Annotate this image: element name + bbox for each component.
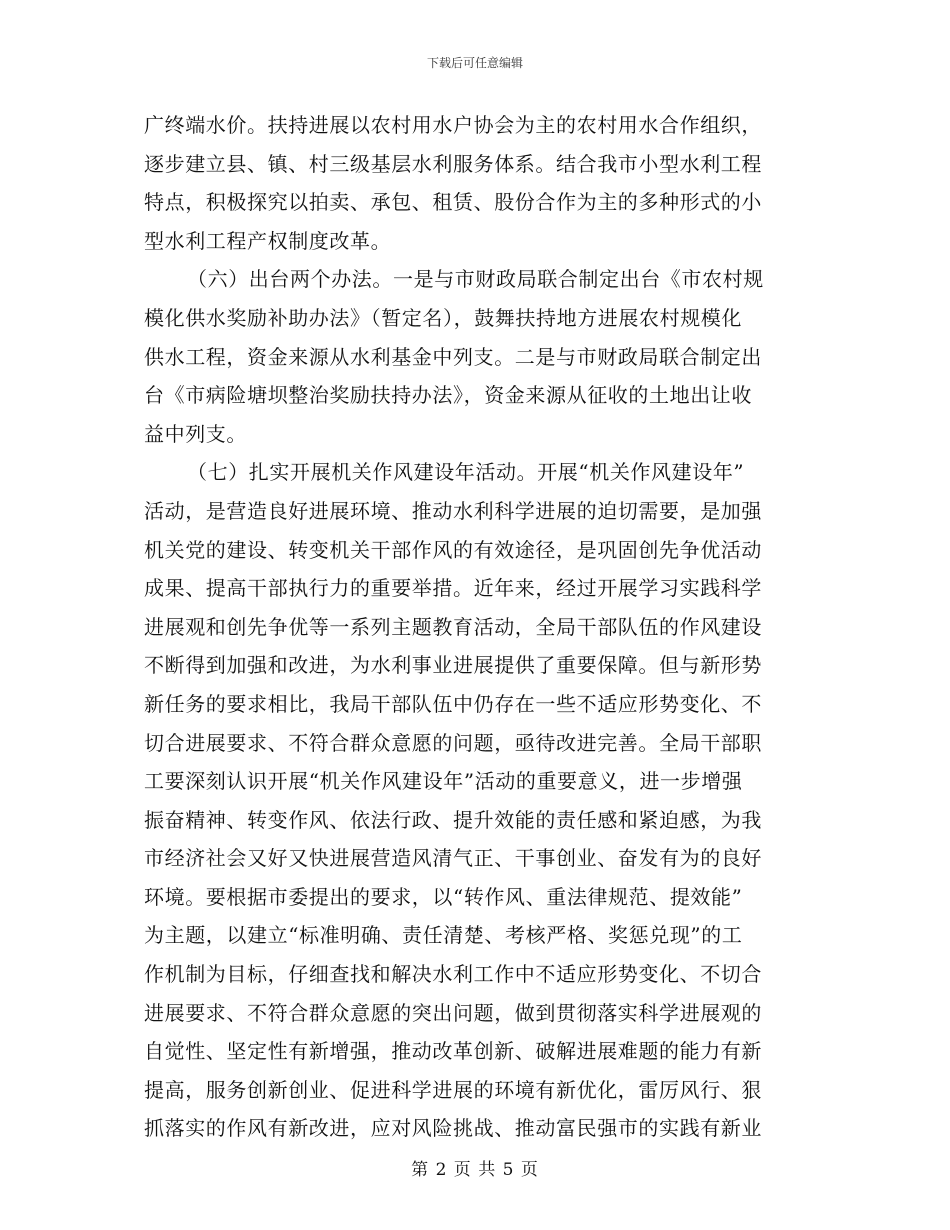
body-line: 特点，积极探究以拍卖、承包、租赁、股份合作为主的多种形式的小 bbox=[144, 190, 762, 215]
body-line: 模化供水奖励补助办法》（暂定名），鼓舞扶持地方进展农村规模化 bbox=[144, 305, 742, 330]
body-line: 进展观和创先争优等一系列主题教育活动，全局干部队伍的作风建设 bbox=[144, 614, 762, 639]
section-heading-line: （六）出台两个办法。一是与市财政局联合制定出台《市农村规 bbox=[187, 267, 764, 292]
section-heading-line: （七）扎实开展机关作风建设年活动。开展“机关作风建设年” bbox=[187, 460, 745, 485]
body-line: 作机制为目标，仔细查找和解决水利工作中不适应形势变化、不切合 bbox=[144, 962, 762, 987]
body-line: 抓落实的作风有新改进，应对风险挑战、推动富民强市的实践有新业 bbox=[144, 1116, 762, 1141]
body-line: 成果、提高干部执行力的重要举措。近年来，经过开展学习实践科学 bbox=[144, 576, 762, 601]
body-line: 切合进展要求、不符合群众意愿的问题，亟待改进完善。全局干部职 bbox=[144, 730, 762, 755]
page-header: 下载后可任意编辑 bbox=[426, 56, 523, 70]
body-line: 新任务的要求相比，我局干部队伍中仍存在一些不适应形势变化、不 bbox=[144, 691, 762, 716]
body-line: 广终端水价。扶持进展以农村用水户协会为主的农村用水合作组织， bbox=[144, 113, 762, 137]
body-line: 逐步建立县、镇、村三级基层水利服务体系。结合我市小型水利工程 bbox=[144, 151, 762, 176]
body-line: 为主题，以建立“标准明确、责任清楚、考核严格、奖惩兑现”的工 bbox=[144, 923, 743, 948]
body-line: 工要深刻认识开展“机关作风建设年”活动的重要意义，进一步增强 bbox=[144, 769, 743, 794]
body-line: 活动，是营造良好进展环境、推动水利科学进展的迫切需要，是加强 bbox=[144, 498, 762, 523]
body-line: 机关党的建设、转变机关干部作风的有效途径，是巩固创先争优活动 bbox=[144, 537, 762, 562]
body-line: 市经济社会又好又快进展营造风清气正、干事创业、奋发有为的良好 bbox=[144, 846, 762, 871]
body-line: 型水利工程产权制度改革。 bbox=[144, 228, 392, 253]
page-number: 第 2 页 共 5 页 bbox=[411, 1160, 539, 1180]
body-line: 益中列支。 bbox=[144, 421, 247, 446]
body-line: 环境。要根据市委提出的要求，以“转作风、重法律规范、提效能” bbox=[144, 884, 743, 909]
body-line: 提高，服务创新创业、促进科学进展的环境有新优化，雷厉风行、狠 bbox=[144, 1077, 762, 1102]
body-line: 供水工程，资金来源从水利基金中列支。二是与市财政局联合制定出 bbox=[144, 344, 762, 369]
body-line: 振奋精神、转变作风、依法行政、提升效能的责任感和紧迫感，为我 bbox=[144, 807, 762, 832]
body-line: 自觉性、坚定性有新增强，推动改革创新、破解进展难题的能力有新 bbox=[144, 1039, 762, 1064]
body-line: 进展要求、不符合群众意愿的突出问题，做到贯彻落实科学进展观的 bbox=[144, 1000, 762, 1025]
document-body bbox=[144, 106, 804, 1148]
body-line: 台《市病险塘坝整治奖励扶持办法》，资金来源从征收的土地出让收 bbox=[144, 383, 752, 408]
body-line: 不断得到加强和改进，为水利事业进展提供了重要保障。但与新形势 bbox=[144, 653, 762, 678]
